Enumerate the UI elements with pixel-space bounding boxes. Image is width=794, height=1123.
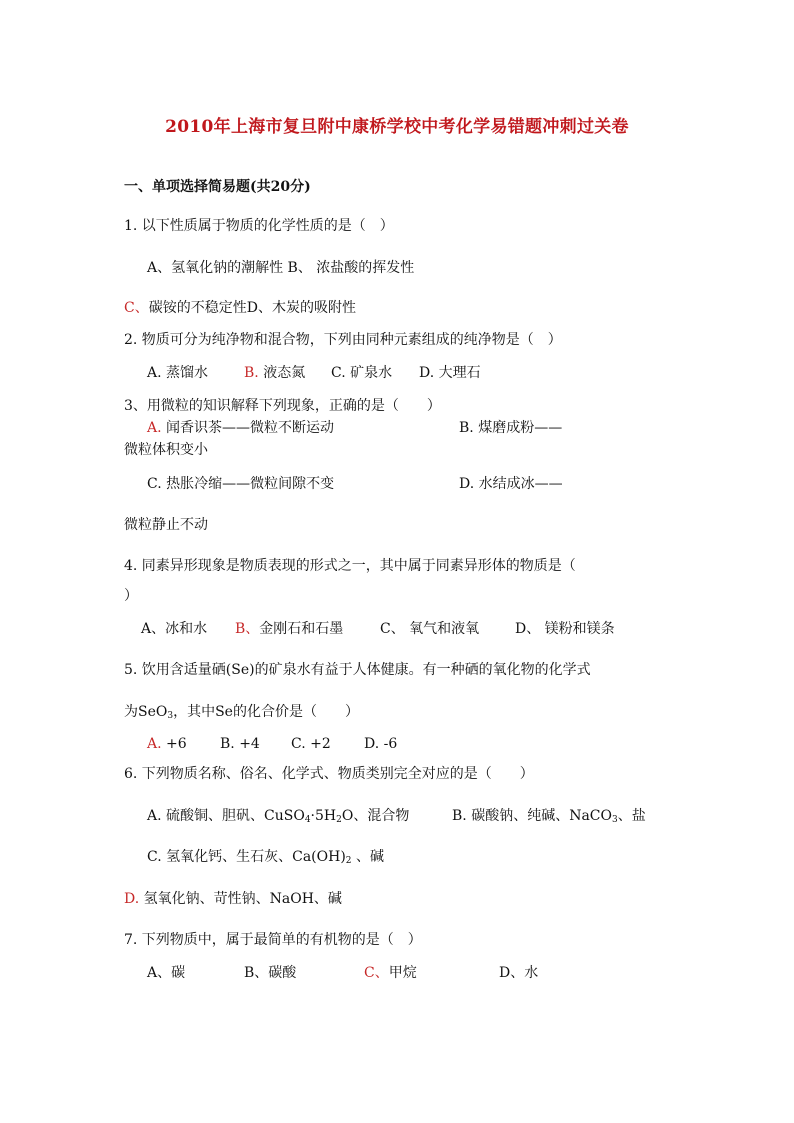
q3-option-d-cont: 微粒静止不动 [124,517,208,533]
q2-answer-letter: B. [244,365,259,381]
q4-answer-letter: B、 [235,621,260,637]
q2-option-b-text: 液态氮 [263,365,306,381]
q6-option-b-part1: B. 碳酸钠、纯碱、NaCO [452,808,612,824]
q3-option-a [147,419,334,437]
q3-option-d: D. 水结成冰—— [459,476,563,492]
q5-stem-line2 [124,703,359,721]
q6-option-c-part1: C. 氢氧化钙、生石灰、Ca(OH) [147,849,346,865]
q6-option-a [147,807,409,825]
q1-answer-letter: C、 [124,300,149,316]
q6-option-a-part2: ·5H [310,808,337,824]
q3-option-a-text: 闻香识茶——微粒不断运动 [166,420,335,436]
q4-stem-cont: ） [124,588,138,604]
q1-options-cd-text: 碳铵的不稳定性D、木炭的吸附性 [148,300,356,316]
q7-option-c-text: 甲烷 [388,965,417,981]
q6-option-d [124,890,342,908]
q5-formula-text: 为SeO [124,704,168,720]
q3-answer-letter: A. [147,420,162,436]
q1-options-ab: A、氢氧化钠的潮解性 B、 浓盐酸的挥发性 [147,260,415,276]
q4-option-c: C、 氧气和液氧 [380,621,480,637]
q4-option-a: A、冰和水 [141,621,208,637]
q5-formula-subscript: 3 [167,711,174,721]
q3-stem: 3、用微粒的知识解释下列现象，正确的是（ ） [124,398,441,414]
q6-option-a-sub1: 4 [304,815,311,825]
q5-option-a [147,735,187,753]
q6-option-a-part1: A. 硫酸铜、胆矾、CuSO [147,808,305,824]
q5-option-a-text: +6 [166,736,187,752]
q7-option-b: B、碳酸 [244,965,297,981]
q7-option-c [364,964,417,982]
q6-option-b-part2: 、盐 [617,808,646,824]
q5-option-b: B. +4 [220,736,260,752]
q4-option-b [235,620,343,638]
q4-option-d: D、 镁粉和镁条 [515,621,615,637]
q6-option-c-sub: 2 [345,856,352,866]
q2-option-b [244,364,305,382]
q6-option-b [452,807,646,825]
q6-option-b-sub: 3 [611,815,618,825]
q6-answer-letter: D. [124,891,140,907]
section-heading: 一、单项选择简易题(共20分) [124,179,311,195]
q5-stem-line2-rest: ，其中Se的化合价是（ ） [173,704,359,720]
document-title: 2010年上海市复旦附中康桥学校中考化学易错题冲刺过关卷 [165,117,629,137]
q6-option-d-text: 氢氧化钠、苛性钠、NaOH、碱 [143,891,342,907]
q6-option-c [147,848,384,866]
q4-stem: 4. 同素异形现象是物质表现的形式之一，其中属于同素异形体的物质是（ [124,558,576,574]
q3-option-b-cont: 微粒体积变小 [124,442,208,458]
q1-options-cd [124,299,356,317]
q2-stem: 2. 物质可分为纯净物和混合物，下列由同种元素组成的纯净物是（ ） [124,332,562,348]
q3-option-c: C. 热胀冷缩——微粒间隙不变 [147,476,335,492]
q7-answer-letter: C、 [364,965,389,981]
q4-option-b-text: 金刚石和石墨 [259,621,344,637]
q7-stem: 7. 下列物质中，属于最简单的有机物的是（ ） [124,932,422,948]
q2-option-a: A. 蒸馏水 [147,365,209,381]
q7-option-a: A、碳 [147,965,186,981]
q2-option-c: C. 矿泉水 [331,365,393,381]
q5-stem: 5. 饮用含适量硒(Se)的矿泉水有益于人体健康。有一种硒的氧化物的化学式 [124,662,591,678]
q6-option-a-sub2: 2 [336,815,342,825]
q5-answer-letter: A. [147,736,162,752]
q6-stem: 6. 下列物质名称、俗名、化学式、物质类别完全对应的是（ ） [124,766,534,782]
q2-option-d: D. 大理石 [419,365,481,381]
q1-stem: 1. 以下性质属于物质的化学性质的是（ ） [124,218,394,234]
q5-option-c: C. +2 [291,736,331,752]
q3-option-b: B. 煤磨成粉—— [459,420,563,436]
q6-option-a-part3: O、混合物 [341,808,410,824]
q5-option-d: D. -6 [364,736,398,752]
q6-option-c-part2: 、碱 [351,849,384,865]
q7-option-d: D、水 [499,965,539,981]
